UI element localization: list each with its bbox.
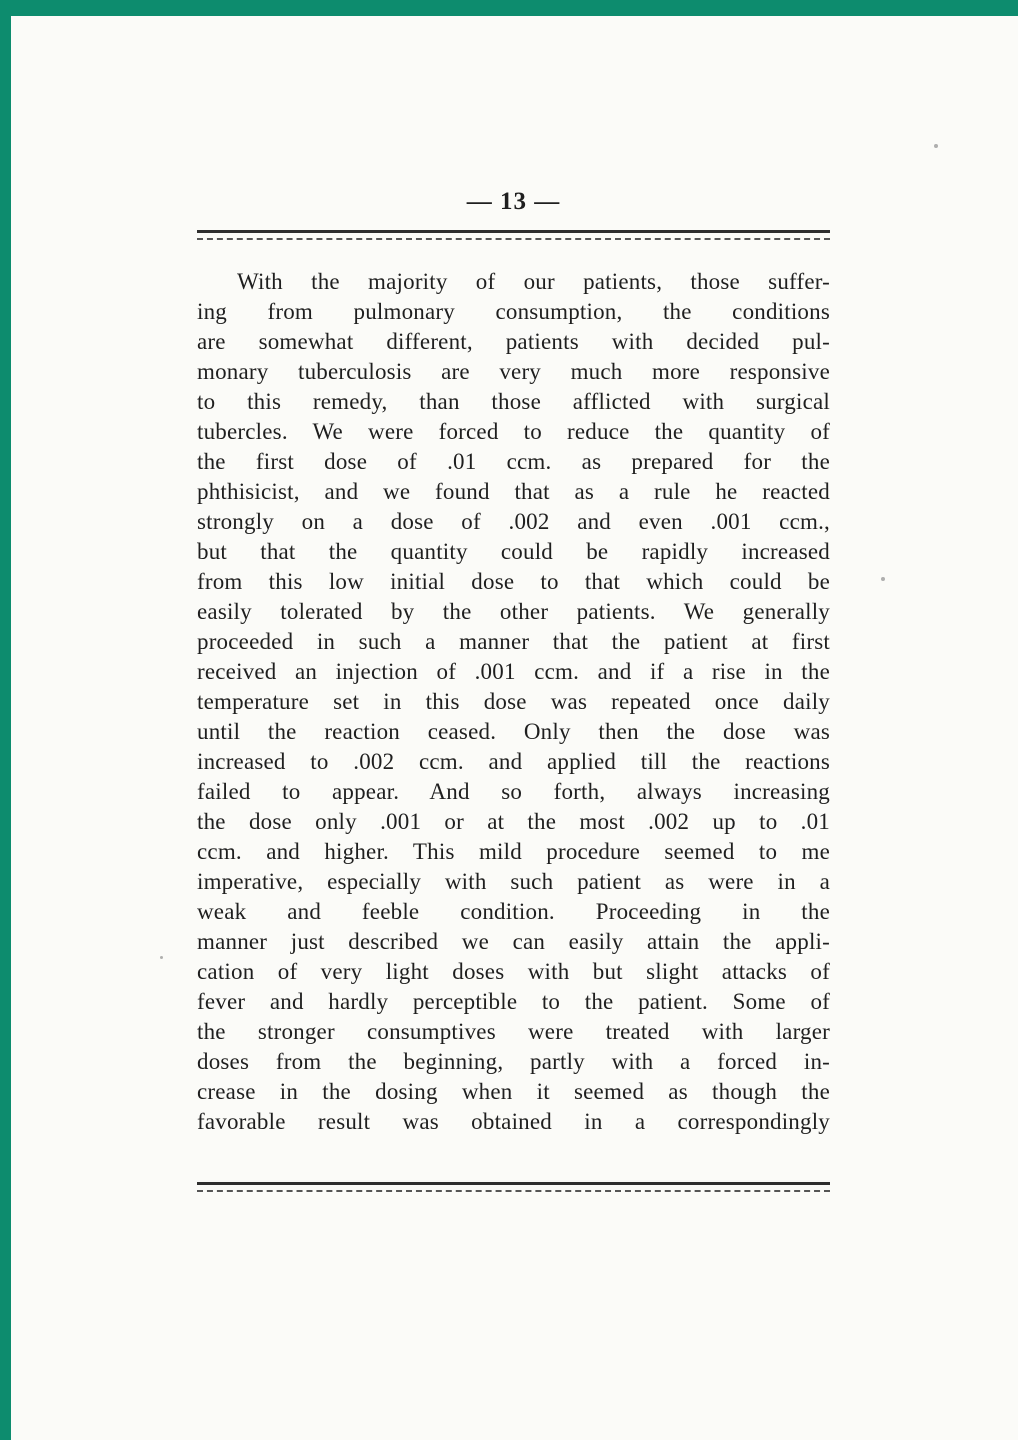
bottom-divider-rule	[197, 1182, 830, 1192]
text-line: fever and hardly perceptible to the patient. Some of	[197, 989, 830, 1014]
text-line: received an injection of .001 ccm. and if a rise in the	[197, 659, 830, 684]
scan-edge-top	[0, 0, 1018, 16]
text-line: are somewhat different, patients with decided pul-	[197, 329, 830, 354]
text-line: the dose only .001 or at the most .002 up to .01	[197, 809, 830, 834]
text-line: cation of very light doses with but slight attacks of	[197, 959, 830, 984]
text-line: but that the quantity could be rapidly increased	[197, 539, 830, 564]
text-line: the stronger consumptives were treated with larger	[197, 1019, 830, 1044]
text-line: from this low initial dose to that which could be	[197, 569, 830, 594]
text-line: proceeded in such a manner that the patient at first	[197, 629, 830, 654]
text-line: crease in the dosing when it seemed as though the	[197, 1079, 830, 1104]
text-line: ccm. and higher. This mild procedure seemed to me	[197, 839, 830, 864]
text-line: monary tuberculosis are very much more responsive	[197, 359, 830, 384]
text-line: ing from pulmonary consumption, the conditions	[197, 299, 830, 324]
text-line: tubercles. We were forced to reduce the quantity of	[197, 419, 830, 444]
scan-speck	[160, 956, 163, 959]
page-number: — 13 —	[466, 188, 561, 215]
text-line: favorable result was obtained in a correspondingly	[197, 1109, 830, 1134]
text-line: until the reaction ceased. Only then the dose was	[197, 719, 830, 744]
scan-edge-left	[0, 0, 11, 1440]
text-line: to this remedy, than those afflicted with surgical	[197, 389, 830, 414]
text-line: weak and feeble condition. Proceeding in the	[197, 899, 830, 924]
top-divider-rule	[197, 230, 830, 240]
text-line: temperature set in this dose was repeated once daily	[197, 689, 830, 714]
text-line: phthisicist, and we found that as a rule he reacted	[197, 479, 830, 504]
text-line: manner just described we can easily attain the appli-	[197, 929, 830, 954]
text-line: easily tolerated by the other patients. We generally	[197, 599, 830, 624]
text-line: the first dose of .01 ccm. as prepared for the	[197, 449, 830, 474]
text-line: With the majority of our patients, those suffer-	[237, 269, 830, 294]
text-line: doses from the beginning, partly with a forced in-	[197, 1049, 830, 1074]
text-line: increased to .002 ccm. and applied till the reactions	[197, 749, 830, 774]
text-line: imperative, especially with such patient as were in a	[197, 869, 830, 894]
scan-speck	[934, 144, 938, 148]
text-line: failed to appear. And so forth, always increasing	[197, 779, 830, 804]
scan-speck	[881, 577, 885, 581]
text-line: strongly on a dose of .002 and even .001 ccm.,	[197, 509, 830, 534]
body-paragraph	[197, 267, 830, 1137]
